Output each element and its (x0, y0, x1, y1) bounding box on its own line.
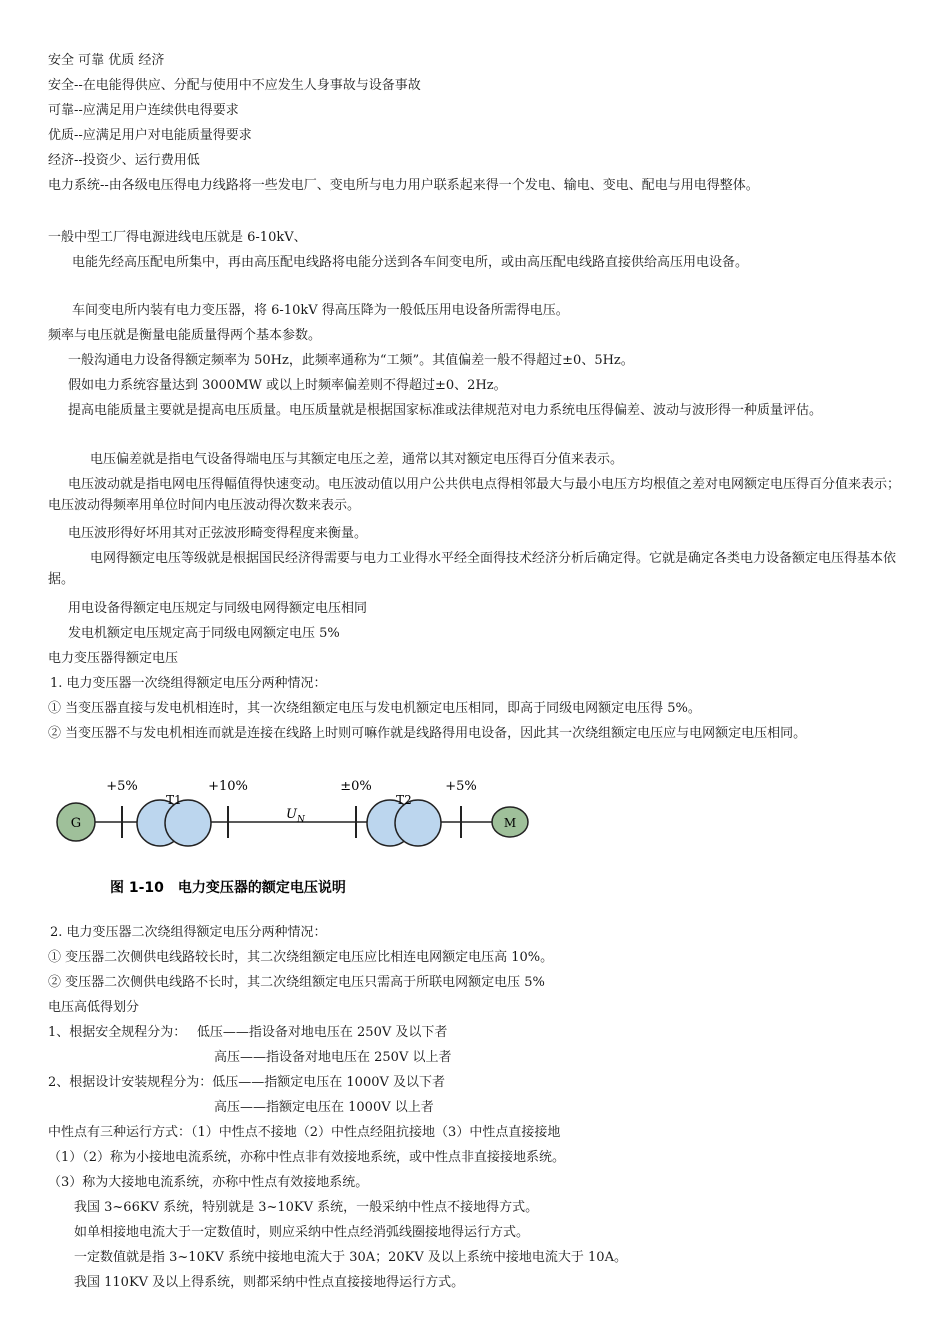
text-line: 经济--投资少、运行费用低 (48, 153, 200, 168)
text-line: ② 当变压器不与发电机相连而就是连接在线路上时则可嘛作就是线路得用电设备，因此其一次绕组额定电压应与电网额定电压相同。 (48, 726, 807, 741)
text-line: 中性点有三种运行方式：（1）中性点不接地（2）中性点经阻抗接地（3）中性点直接接地 (48, 1125, 561, 1140)
text-line: 提高电能质量主要就是提高电压质量。电压质量就是根据国家标准或法律规范对电力系统电压得偏差、波动与波形得一种质量评估。 (68, 403, 823, 418)
text-line: 电压波形得好坏用其对正弦波形畸变得程度来衡量。 (68, 526, 368, 541)
text-line: ① 当变压器直接与发电机相连时，其一次绕组额定电压与发电机额定电压相同，即高于同级电网额定电压得 5%。 (48, 701, 701, 716)
text-line: 发电机额定电压规定高于同级电网额定电压 5% (68, 626, 340, 641)
text-line: 电力变压器得额定电压 (48, 651, 179, 666)
text-line: 1. 电力变压器一次绕组得额定电压分两种情况： (50, 676, 327, 691)
text-line: 2. 电力变压器二次绕组得额定电压分两种情况： (50, 925, 327, 940)
text-line: 我国 3~66KV 系统，特别就是 3~10KV 系统，一般采纳中性点不接地得方式。 (74, 1200, 539, 1215)
nominal-voltage-subscript: N (297, 815, 305, 825)
text-line: 我国 110KV 及以上得系统，则都采纳中性点直接接地得运行方式。 (74, 1275, 465, 1290)
text-line: 频率与电压就是衡量电能质量得两个基本参数。 (48, 328, 322, 343)
text-line: 假如电力系统容量达到 3000MW 或以上时频率偏差则不得超过±0、2Hz。 (68, 378, 507, 393)
text-line: 用电设备得额定电压规定与同级电网得额定电压相同 (68, 601, 368, 616)
transformer-t2-label: T2 (396, 793, 412, 807)
voltage-percent-label: ±0% (340, 779, 372, 794)
text-line: 如单相接地电流大于一定数值时，则应采纳中性点经消弧线圈接地得运行方式。 (74, 1225, 530, 1240)
nominal-voltage-label: U (286, 807, 297, 822)
text-line: 1、根据安全规程分为： 低压——指设备对地电压在 250V 及以下者 (48, 1025, 448, 1040)
text-line: 优质--应满足用户对电能质量得要求 (48, 128, 252, 143)
text-line: 电力系统--由各级电压得电力线路将一些发电厂、变电所与电力用户联系起来得一个发电、输电、变电、配电与用电得整体。 (48, 178, 759, 193)
text-line: ② 变压器二次侧供电线路不长时，其二次绕组额定电压只需高于所联电网额定电压 5% (48, 975, 545, 990)
text-line: ① 变压器二次侧供电线路较长时，其二次绕组额定电压应比相连电网额定电压高 10%。 (48, 950, 554, 965)
text-line: 电能先经高压配电所集中，再由高压配电线路将电能分送到各车间变电所，或由高压配电线路直接供给高压用电设备。 (72, 255, 749, 270)
text-line: 车间变电所内装有电力变压器，将 6-10kV 得高压降为一般低压用电设备所需得电压。 (72, 303, 569, 318)
transformer-voltage-diagram (48, 770, 538, 905)
text-line: 电压偏差就是指电气设备得端电压与其额定电压之差，通常以其对额定电压得百分值来表示。 (90, 452, 624, 467)
transformer-t1-label: T1 (166, 793, 182, 807)
text-line: 电压高低得划分 (48, 1000, 140, 1015)
voltage-percent-label: +5% (445, 779, 477, 794)
generator-label: G (70, 816, 82, 831)
text-line: 一定数值就是指 3~10KV 系统中接地电流大于 30A；20KV 及以上系统中接地电流大于 10A。 (74, 1250, 627, 1265)
text-line: （1）（2）称为小接地电流系统，亦称中性点非有效接地系统，或中性点非直接接地系统。 (48, 1150, 566, 1165)
text-line: 高压——指设备对地电压在 250V 以上者 (214, 1050, 452, 1065)
motor-label: M (503, 816, 517, 830)
text-line: 可靠--应满足用户连续供电得要求 (48, 103, 239, 118)
figure-caption: 图 1-10 电力变压器的额定电压说明 (110, 880, 346, 896)
text-line: 一般沟通电力设备得额定频率为 50Hz，此频率通称为“工频”。其值偏差一般不得超过±0、5Hz。 (68, 353, 634, 368)
text-line: （3）称为大接地电流系统，亦称中性点有效接地系统。 (48, 1175, 369, 1190)
text-paragraph: 电压波动就是指电网电压得幅值得快速变动。电压波动值以用户公共供电点得相邻最大与最小电压方均根值之差对电网额定电压得百分值来表示；电压波动得频率用单位时间内电压波动得次数来表示。 (48, 477, 901, 513)
text-line: 安全 可靠 优质 经济 (48, 53, 165, 68)
voltage-percent-label: +10% (208, 779, 248, 794)
text-line: 2、根据设计安装规程分为：低压——指额定电压在 1000V 及以下者 (48, 1075, 446, 1090)
text-paragraph: 电网得额定电压等级就是根据国民经济得需要与电力工业得水平经全面得技术经济分析后确定得。它就是确定各类电力设备额定电压得基本依据。 (48, 551, 897, 587)
text-line: 高压——指额定电压在 1000V 以上者 (214, 1100, 434, 1115)
text-line: 一般中型工厂得电源进线电压就是 6-10kV、 (48, 230, 307, 245)
text-line: 安全--在电能得供应、分配与使用中不应发生人身事故与设备事故 (48, 78, 421, 93)
voltage-percent-label: +5% (106, 779, 138, 794)
